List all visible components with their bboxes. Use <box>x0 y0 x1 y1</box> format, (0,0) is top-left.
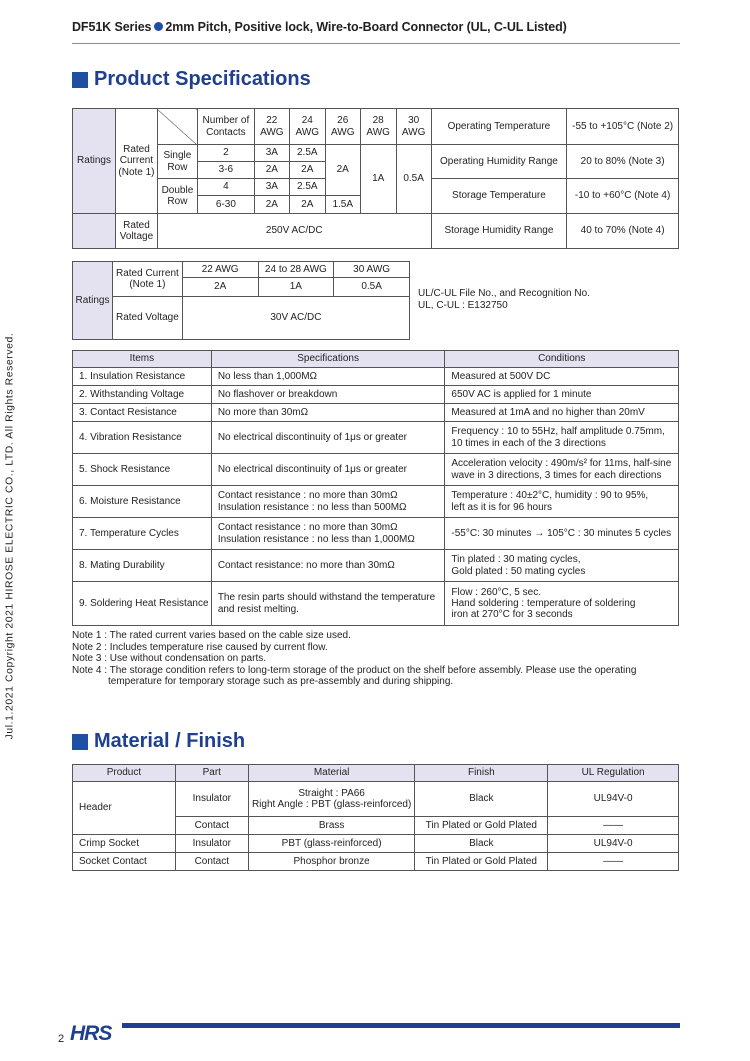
voltage-value: 250V AC/DC <box>157 214 431 249</box>
env-value: -55 to +105°C (Note 2) <box>567 109 679 145</box>
awg-header: 30 AWG <box>334 262 410 278</box>
finish-cell: Tin Plated or Gold Plated <box>415 817 548 835</box>
awg-22-header: 22 AWG <box>254 109 289 145</box>
current-cell: 0.5A <box>396 145 431 214</box>
product-cell: Crimp Socket <box>73 835 176 853</box>
current-cell: 1A <box>360 145 396 214</box>
col-header-items: Items <box>73 351 212 368</box>
env-label: Operating Humidity Range <box>431 145 567 179</box>
copyright-text: Jul.1.2021 Copyright 2021 HIROSE ELECTRIC CO., LTD. All Rights Reserved. <box>4 332 16 739</box>
ul-info-line: UL/C-UL File No., and Recognition No. <box>418 288 590 299</box>
section-heading-material <box>72 730 245 753</box>
env-label: Storage Temperature <box>431 179 567 214</box>
env-value: 40 to 70% (Note 4) <box>567 214 679 249</box>
spec-value <box>211 582 445 626</box>
table-row <box>73 582 679 626</box>
material-cell: Brass <box>248 817 415 835</box>
current-cell: 3A <box>254 179 289 196</box>
current-cell: 1.5A <box>325 196 360 214</box>
table-row <box>73 853 679 871</box>
spec-line: The resin parts should withstand the temperature <box>217 592 436 604</box>
env-value: -10 to +60°C (Note 4) <box>567 179 679 214</box>
current-cell: 2A <box>254 162 289 179</box>
current-cell: 2A <box>289 196 325 214</box>
spec-item: 4. Vibration Resistance <box>73 422 212 454</box>
header-divider <box>72 43 680 44</box>
spec-item: 9. Soldering Heat Resistance <box>73 582 212 626</box>
footer-bar <box>122 1023 680 1028</box>
spec-item: 2. Withstanding Voltage <box>73 386 212 404</box>
condition-line: 10 times in each of the 3 directions <box>451 437 606 449</box>
ratings-label: Ratings <box>73 109 116 214</box>
table-row <box>73 454 679 486</box>
part-cell: Insulator <box>175 835 248 853</box>
ul-cell: UL94V-0 <box>548 835 679 853</box>
awg-26-header: 26 AWG <box>325 109 360 145</box>
spec-condition <box>445 422 679 454</box>
table-row <box>73 550 679 582</box>
finish-cell: Black <box>415 835 548 853</box>
col-header-material: Material <box>248 765 415 782</box>
spec-item: 8. Mating Durability <box>73 550 212 582</box>
table-row <box>73 368 679 386</box>
spec-line: Contact resistance : no more than 30mΩ <box>217 490 398 502</box>
condition-line: left as it is for 96 hours <box>451 501 552 513</box>
spec-condition: Measured at 1mA and no higher than 20mV <box>445 404 679 422</box>
contacts-cell: 2 <box>197 145 254 162</box>
notes-block <box>72 630 672 688</box>
spec-line: Contact resistance : no more than 30mΩ <box>217 522 398 534</box>
contacts-cell: 4 <box>197 179 254 196</box>
spec-condition <box>445 550 679 582</box>
col-header-part: Part <box>175 765 248 782</box>
section-heading-product-specs <box>72 68 311 91</box>
col-header-product: Product <box>73 765 176 782</box>
spec-item: 7. Temperature Cycles <box>73 518 212 550</box>
contacts-cell: 6-30 <box>197 196 254 214</box>
square-bullet-icon <box>72 72 88 88</box>
spec-item: 5. Shock Resistance <box>73 454 212 486</box>
note-line: Note 2 : Includes temperature rise caused by current flow. <box>72 641 328 653</box>
ul-cell: UL94V-0 <box>548 782 679 817</box>
header-title: 2mm Pitch, Positive lock, Wire-to-Board Connector (UL, C-UL Listed) <box>165 20 567 34</box>
current-cell: 2.5A <box>289 179 325 196</box>
table-row <box>73 422 679 454</box>
condition-line: Temperature : 40±2°C, humidity : 90 to 95%, <box>451 490 649 502</box>
condition-line: Gold plated : 50 mating cycles <box>451 565 586 577</box>
condition-line: iron at 270°C for 3 seconds <box>451 609 573 621</box>
condition-line: Flow : 260°C, 5 sec. <box>451 586 541 598</box>
note-line: Note 4 : The storage condition refers to long-term storage of the product on the shelf before assembly. Please use the operating <box>72 664 637 676</box>
spec-line: and resist melting. <box>217 603 299 615</box>
env-label: Storage Humidity Range <box>431 214 567 249</box>
current-cell: 2A <box>254 196 289 214</box>
spec-condition <box>445 582 679 626</box>
copyright-side-text <box>3 313 17 758</box>
ul-info-line: UL, C-UL : E132750 <box>418 299 508 311</box>
rated-voltage-label: Rated Voltage <box>115 214 157 249</box>
spec-value <box>211 486 445 518</box>
specifications-table <box>72 350 679 626</box>
series-name: DF51K Series <box>72 20 152 34</box>
current-cell: 2.5A <box>289 145 325 162</box>
contacts-cell: 3-6 <box>197 162 254 179</box>
product-cell: Socket Contact <box>73 853 176 871</box>
bullet-dot-icon <box>154 22 163 31</box>
rated-current-label: Rated Current (Note 1) <box>115 109 157 214</box>
table-row <box>73 386 679 404</box>
spec-condition: -55°C: 30 minutes → 105°C : 30 minutes 5 cycles <box>445 518 679 550</box>
col-header-conditions: Conditions <box>445 351 679 368</box>
condition-line: Hand soldering : temperature of soldering <box>451 597 636 609</box>
table-row <box>73 518 679 550</box>
spec-value: Contact resistance: no more than 30mΩ <box>211 550 445 582</box>
current-cell: 2A <box>182 278 258 297</box>
finish-cell: Black <box>415 782 548 817</box>
ul-cell: —— <box>548 853 679 871</box>
spec-item: 3. Contact Resistance <box>73 404 212 422</box>
material-cell <box>248 782 415 817</box>
table-row <box>73 835 679 853</box>
awg-24-header: 24 AWG <box>289 109 325 145</box>
rated-voltage-label: Rated Voltage <box>112 297 182 340</box>
voltage-value: 30V AC/DC <box>182 297 409 340</box>
env-value: 20 to 80% (Note 3) <box>567 145 679 179</box>
spec-value: No flashover or breakdown <box>211 386 445 404</box>
condition-line: Tin plated : 30 mating cycles, <box>451 554 581 566</box>
part-cell: Insulator <box>175 782 248 817</box>
part-cell: Contact <box>175 817 248 835</box>
current-cell: 2A <box>325 145 360 196</box>
section-title: Product Specifications <box>94 68 311 90</box>
square-bullet-icon <box>72 734 88 750</box>
ratings-label-spacer <box>73 214 116 249</box>
num-contacts-header: Number of Contacts <box>197 109 254 145</box>
diagonal-cell <box>157 109 197 145</box>
condition-line: wave in 3 directions, 3 times for each directions <box>451 469 662 481</box>
awg-header: 24 to 28 AWG <box>258 262 334 278</box>
col-header-ul: UL Regulation <box>548 765 679 782</box>
material-line: Right Angle : PBT (glass-reinforced) <box>251 799 412 810</box>
table-row <box>73 782 679 817</box>
spec-value: No less than 1,000MΩ <box>211 368 445 386</box>
condition-line: Acceleration velocity : 490m/s² for 11ms, half-sine <box>451 458 672 470</box>
spec-line: Insulation resistance : no less than 500MΩ <box>217 501 407 513</box>
product-cell: Header <box>73 782 176 835</box>
document-header <box>72 20 567 34</box>
current-cell: 2A <box>289 162 325 179</box>
spec-value <box>211 518 445 550</box>
current-cell: 1A <box>258 278 334 297</box>
spec-item: 1. Insulation Resistance <box>73 368 212 386</box>
note-line: temperature for temporary storage such as pre-assembly and during shipping. <box>108 676 454 687</box>
spec-value: No more than 30mΩ <box>211 404 445 422</box>
section-title: Material / Finish <box>94 730 246 752</box>
ul-cell: —— <box>548 817 679 835</box>
material-cell: Phosphor bronze <box>248 853 415 871</box>
condition-line: Frequency : 10 to 55Hz, half amplitude 0.75mm, <box>451 426 665 438</box>
part-cell: Contact <box>175 853 248 871</box>
material-table <box>72 764 679 871</box>
page-number: 2 <box>58 1033 65 1045</box>
current-cell: 3A <box>254 145 289 162</box>
material-cell: PBT (glass-reinforced) <box>248 835 415 853</box>
ratings-label: Ratings <box>73 262 113 340</box>
col-header-finish: Finish <box>415 765 548 782</box>
rated-current-label: Rated Current (Note 1) <box>112 262 182 297</box>
col-header-specs: Specifications <box>211 351 445 368</box>
awg-28-header: 28 AWG <box>360 109 396 145</box>
finish-cell: Tin Plated or Gold Plated <box>415 853 548 871</box>
spec-condition: 650V AC is applied for 1 minute <box>445 386 679 404</box>
spec-item: 6. Moisture Resistance <box>73 486 212 518</box>
env-label: Operating Temperature <box>431 109 567 145</box>
spec-line: Insulation resistance : no less than 1,000MΩ <box>217 533 415 545</box>
hrs-logo: HRS <box>70 1022 112 1045</box>
material-line: Straight : PA66 <box>298 787 365 799</box>
single-row-label: Single Row <box>157 145 197 179</box>
table-row <box>73 404 679 422</box>
spec-value: No electrical discontinuity of 1μs or greater <box>211 422 445 454</box>
ratings-table-2 <box>72 261 410 340</box>
ul-file-info <box>418 288 590 311</box>
ratings-table-1 <box>72 108 679 249</box>
spec-value: No electrical discontinuity of 1μs or greater <box>211 454 445 486</box>
spec-condition <box>445 454 679 486</box>
spec-condition: Measured at 500V DC <box>445 368 679 386</box>
spec-condition <box>445 486 679 518</box>
awg-header: 22 AWG <box>182 262 258 278</box>
note-line: Note 3 : Use without condensation on parts. <box>72 653 267 664</box>
note-line: Note 1 : The rated current varies based on the cable size used. <box>72 630 351 641</box>
awg-30-header: 30 AWG <box>396 109 431 145</box>
current-cell: 0.5A <box>334 278 410 297</box>
table-row <box>73 486 679 518</box>
double-row-label: Double Row <box>157 179 197 214</box>
